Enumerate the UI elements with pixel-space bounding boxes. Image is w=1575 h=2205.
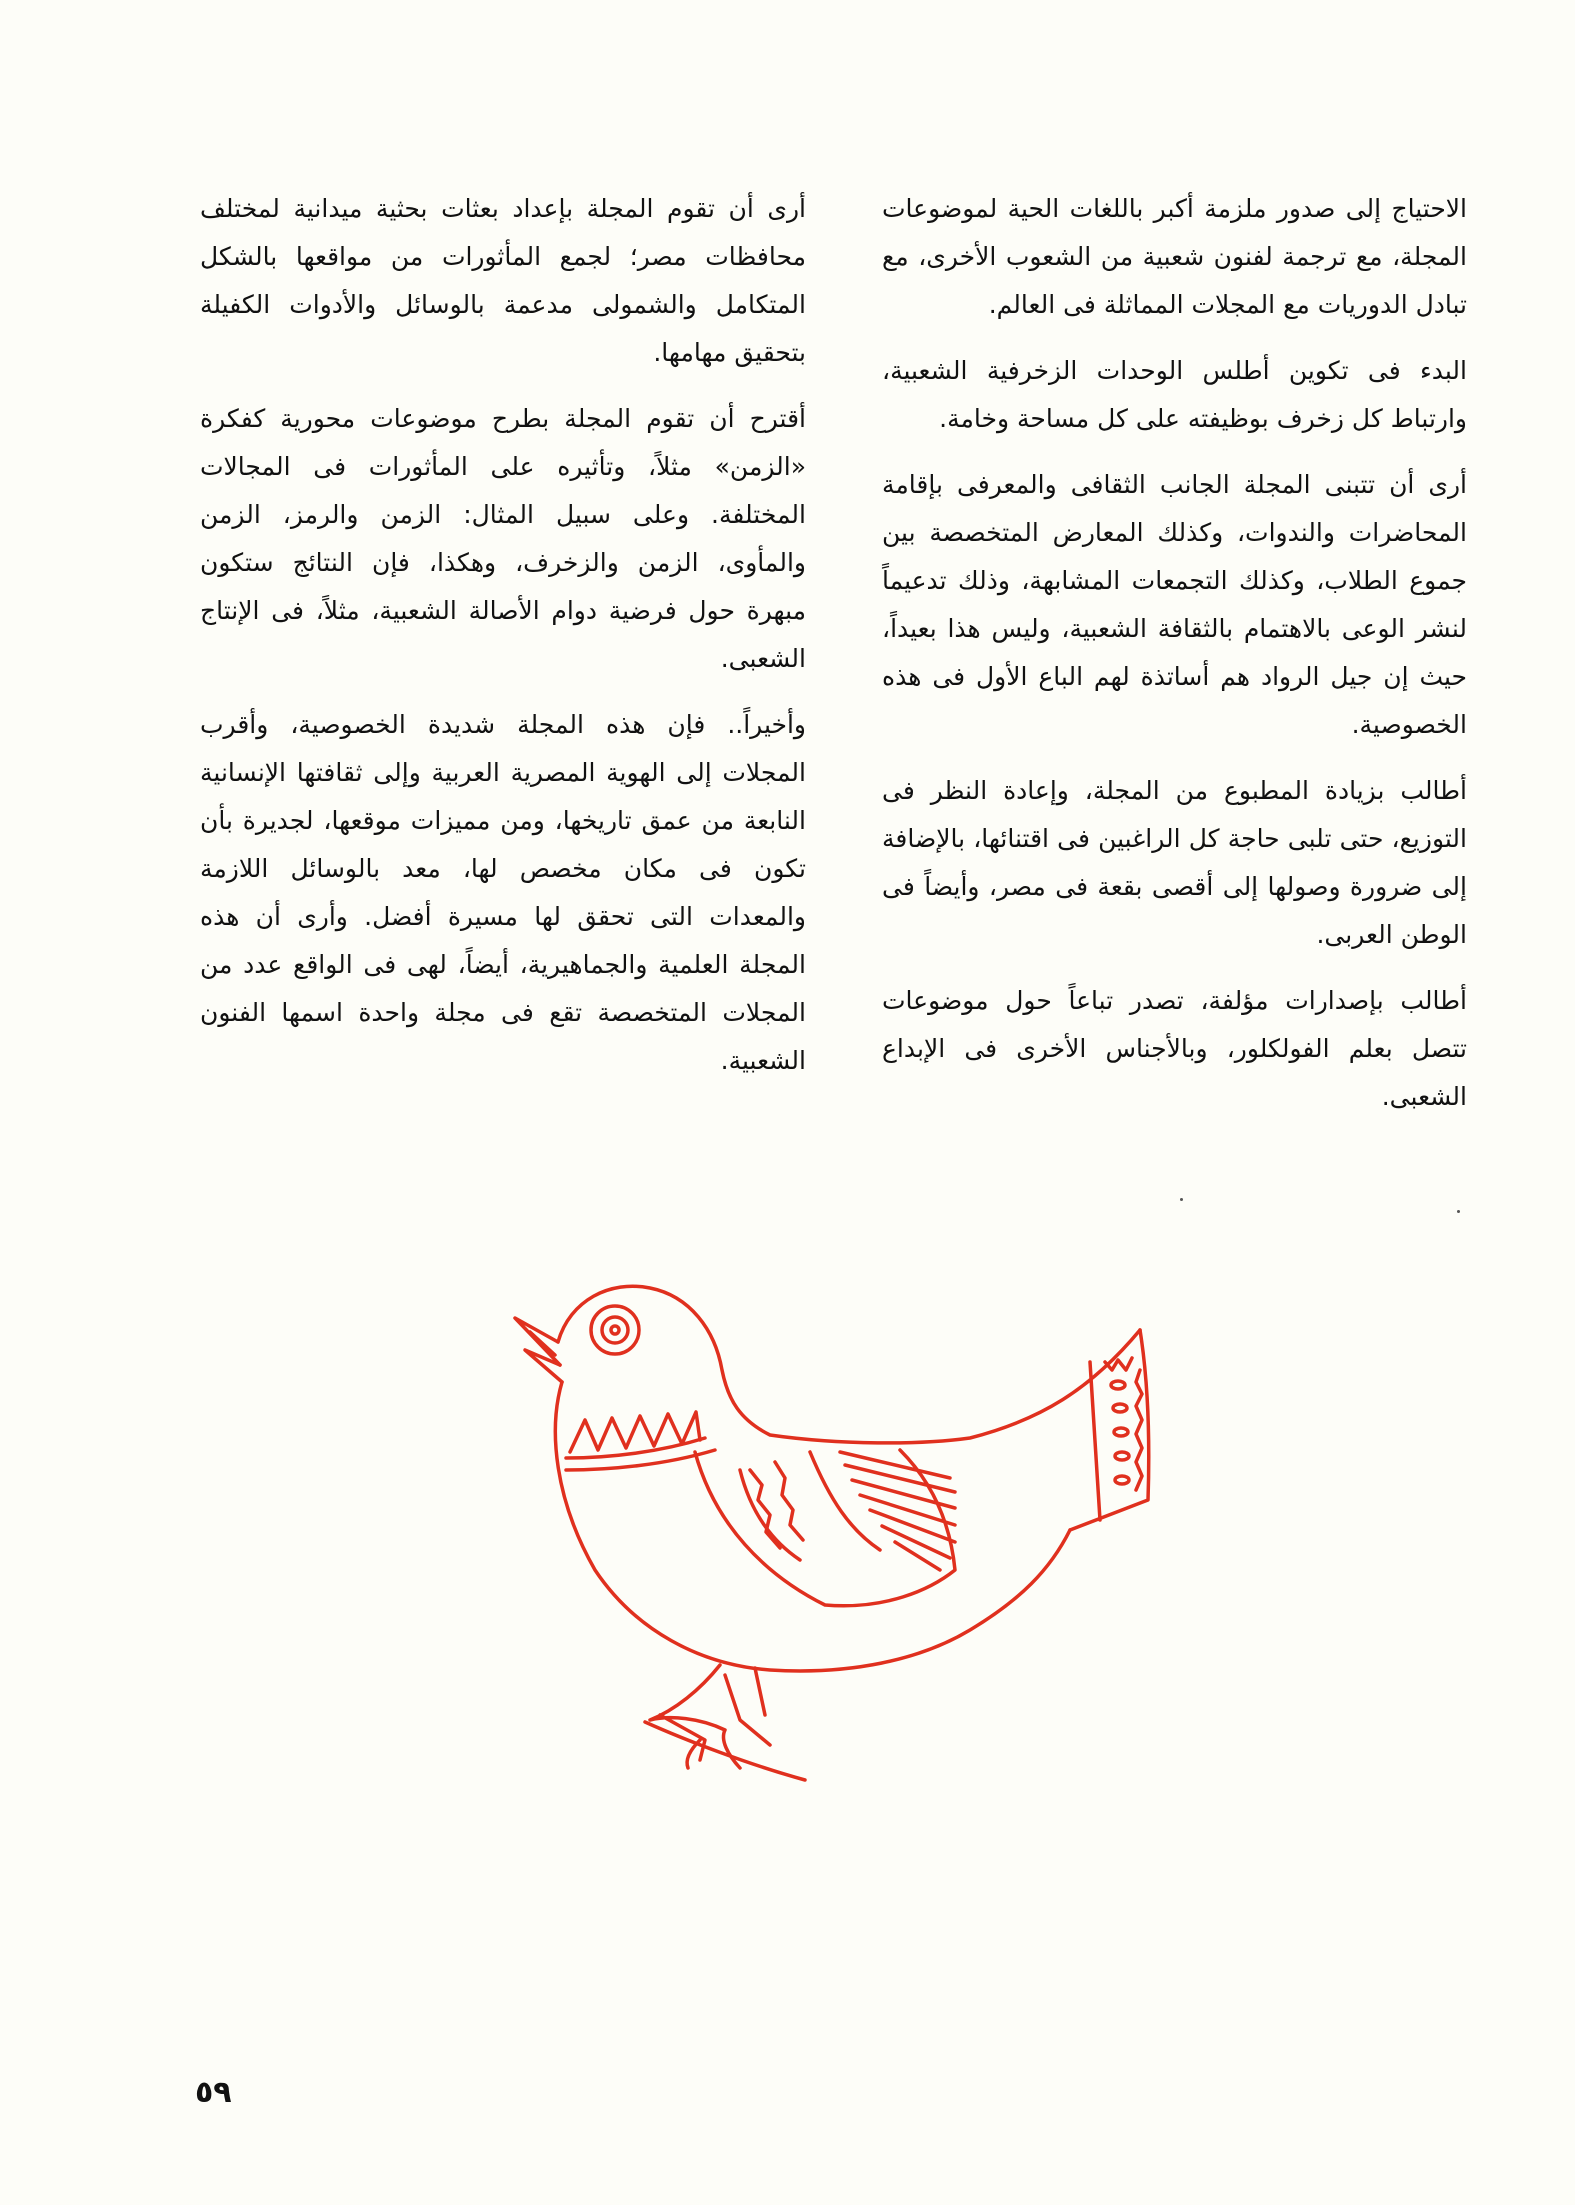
text-column-left — [200, 185, 806, 1103]
paragraph: أطالب بزيادة المطبوع من المجلة، وإعادة النظر فى التوزيع، حتى تلبى حاجة كل الراغبين فى اقتنائها، بالإضافة إلى ضرورة وصولها إلى أقصى بقعة فى مصر، وأيضاً فى الوطن العربى. — [882, 776, 1467, 949]
folk-bird-drawing-icon — [500, 1270, 1160, 1790]
text-column-right — [882, 185, 1467, 1139]
paragraph: البدء فى تكوين أطلس الوحدات الزخرفية الشعبية، وارتباط كل زخرف بوظيفته على كل مساحة وخامة. — [882, 356, 1467, 433]
paragraph: أطالب بإصدارات مؤلفة، تصدر تباعاً حول موضوعات تتصل بعلم الفولكلور، وبالأجناس الأخرى فى الإبداع الشعبى. — [882, 986, 1467, 1111]
scan-speck — [1457, 1210, 1460, 1213]
paragraph: أرى أن تتبنى المجلة الجانب الثقافى والمعرفى بإقامة المحاضرات والندوات، وكذلك المعارض المتخصصة بين جموع الطلاب، وكذلك التجمعات المشابهة، وذلك تدعيماً لنشر الوعى بالاهتمام بالثقافة الشعبية، وليس هذا بعيداً، حيث إن جيل الرواد هم أساتذة لهم الباع الأول فى هذه الخصوصية. — [882, 470, 1467, 739]
page-number: ٥٩ — [195, 2075, 232, 2110]
scan-speck — [1180, 1198, 1183, 1201]
paragraph: أرى أن تقوم المجلة بإعداد بعثات بحثية ميدانية لمختلف محافظات مصر؛ لجمع المأثورات من مواقعها بالشكل المتكامل والشمولى مدعمة بالوسائل والأدوات الكفيلة بتحقيق مهامها. — [200, 194, 806, 367]
paragraph: وأخيراً.. فإن هذه المجلة شديدة الخصوصية، وأقرب المجلات إلى الهوية المصرية العربية وإلى ثقافتها الإنسانية النابعة من عمق تاريخها، ومن مميزات موقعها، لجديرة بأن تكون فى مكان مخصص لها، معد بالوسائل اللازمة والمعدات التى تحقق لها مسيرة أفضل. وأرى أن هذه المجلة العلمية والجماهيرية، أيضاً، لهى فى الواقع عدد من المجلات المتخصصة تقع فى مجلة واحدة اسمها الفنون الشعبية. — [200, 710, 806, 1075]
paragraph: أقترح أن تقوم المجلة بطرح موضوعات محورية كفكرة «الزمن» مثلاً، وتأثيره على المأثورات فى المجالات المختلفة. وعلى سبيل المثال: الزمن والرمز، الزمن والمأوى، الزمن والزخرف، وهكذا، فإن النتائج ستكون مبهرة حول فرضية دوام الأصالة الشعبية، مثلاً، فى الإنتاج الشعبى. — [200, 404, 806, 673]
paragraph: الاحتياج إلى صدور ملزمة أكبر باللغات الحية لموضوعات المجلة، مع ترجمة لفنون شعبية من الشعوب الأخرى، مع تبادل الدوريات مع المجلات المماثلة فى العالم. — [882, 194, 1467, 319]
